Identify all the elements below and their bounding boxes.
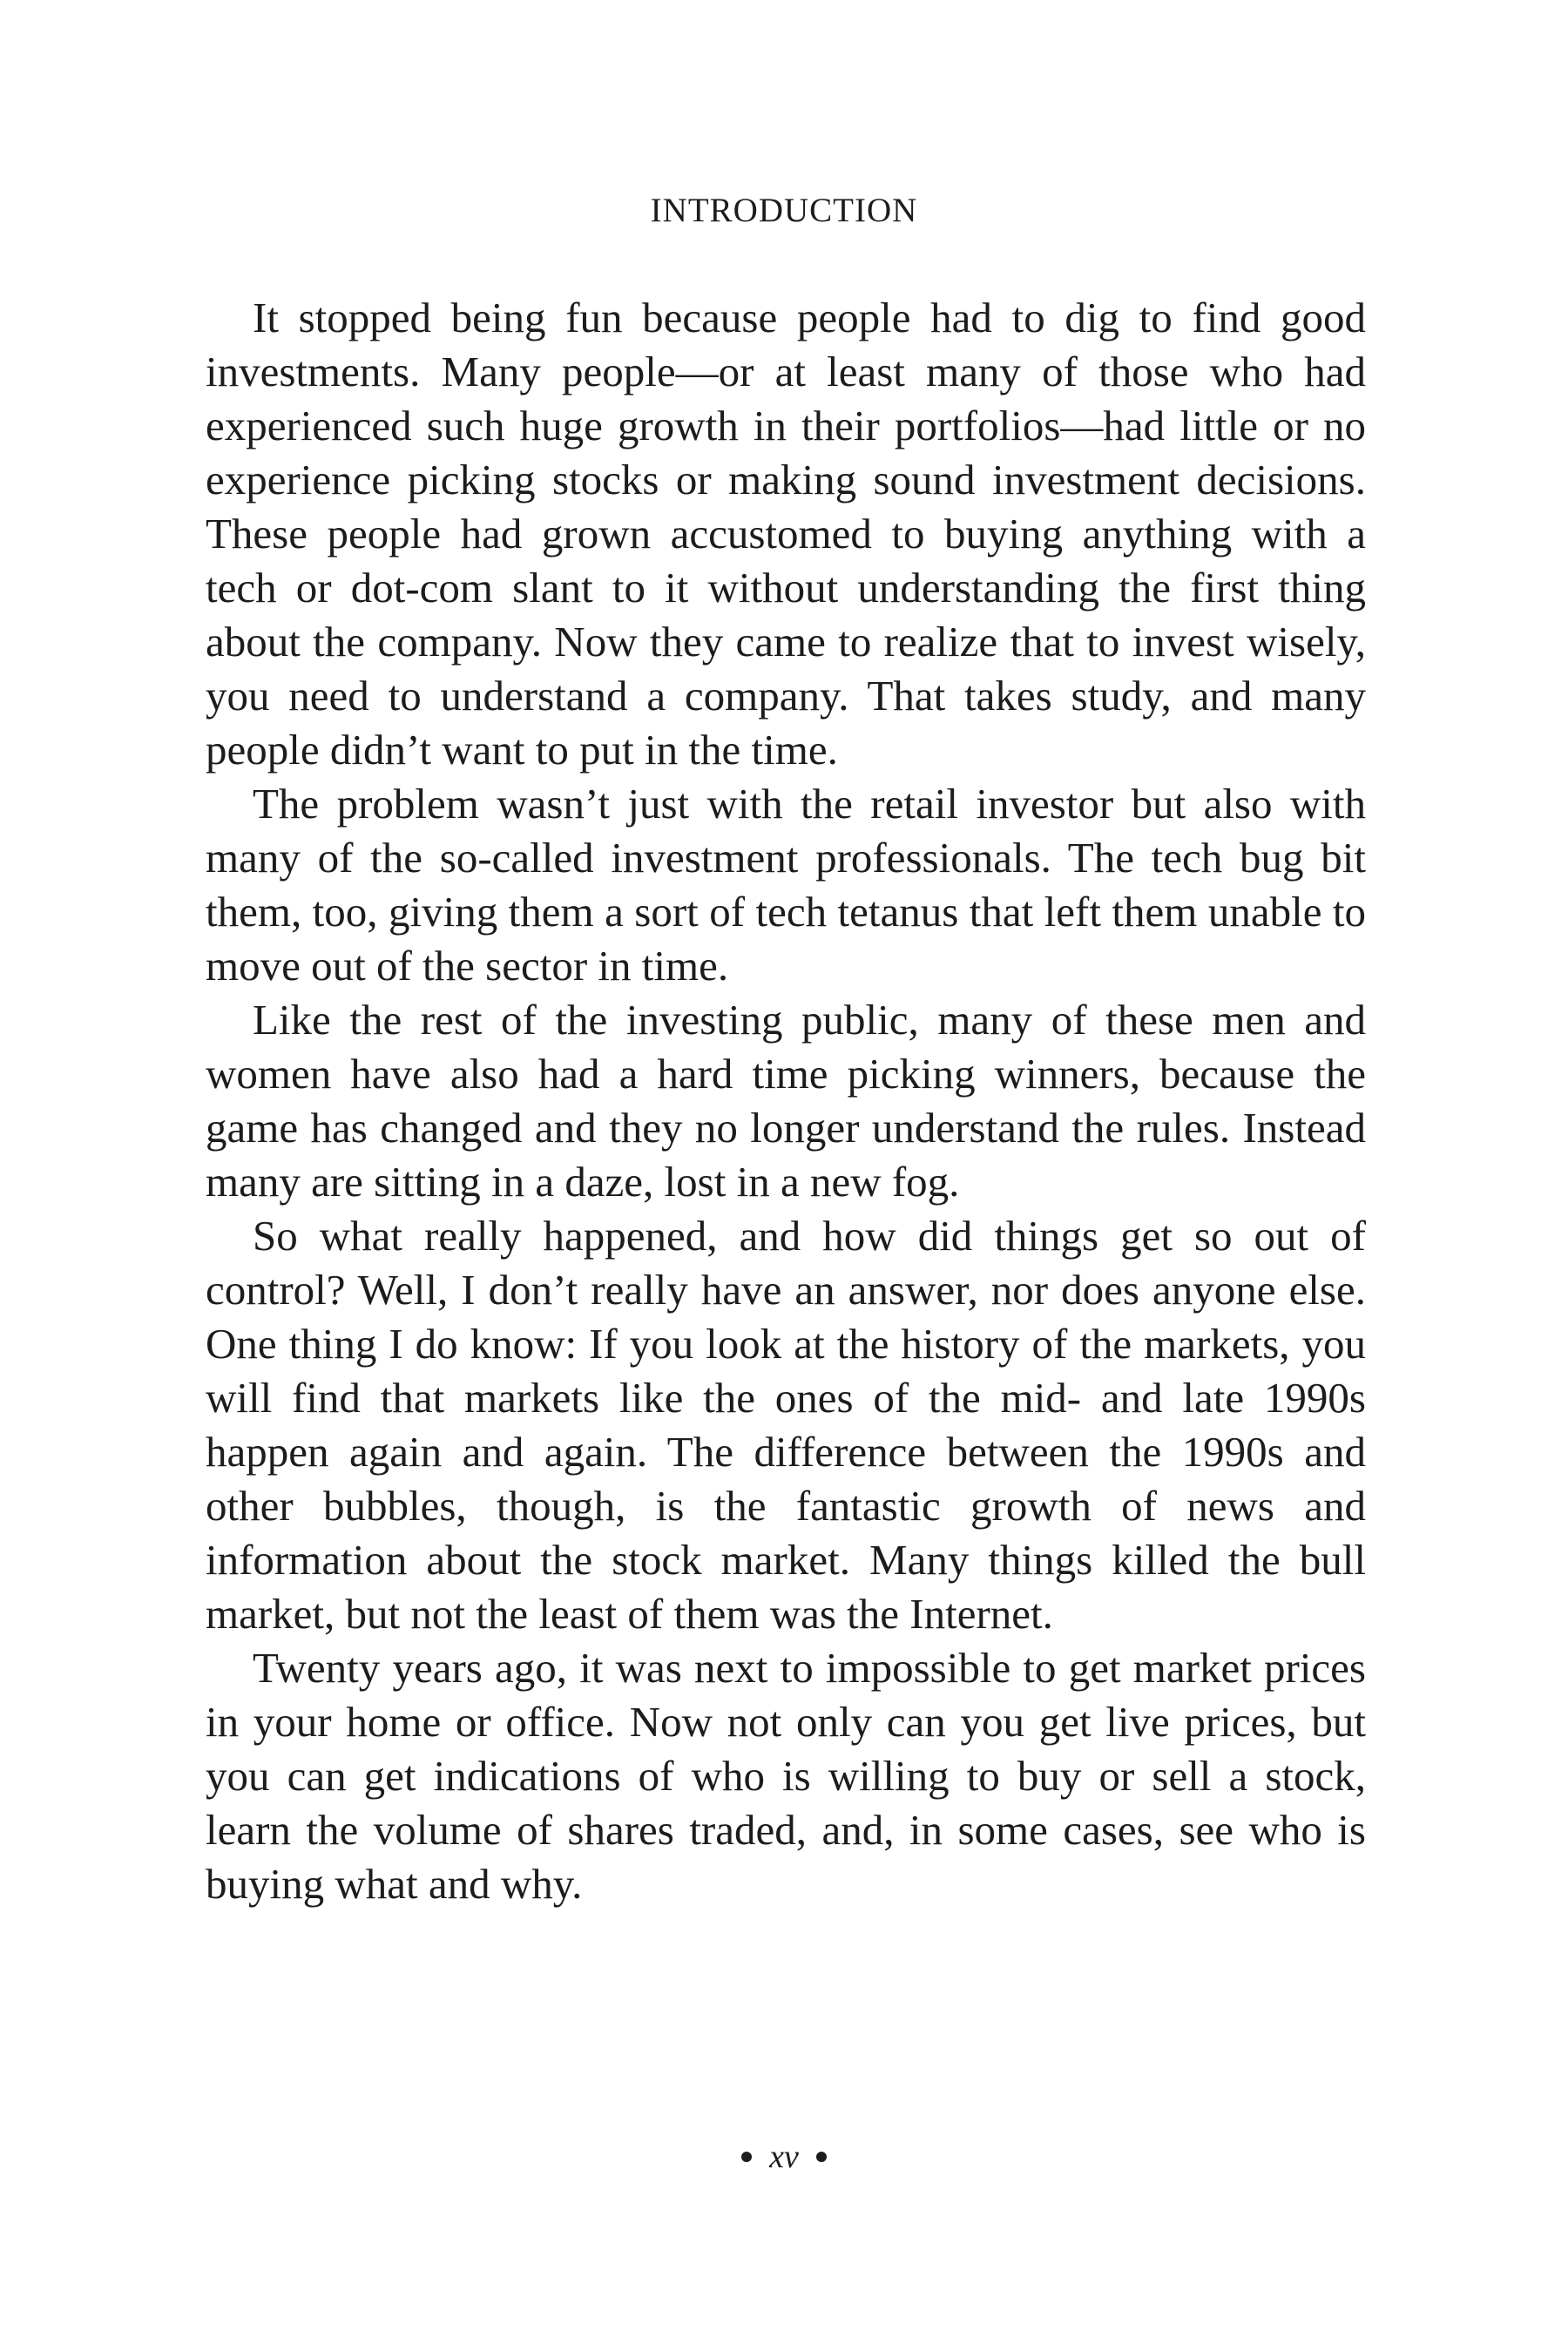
bullet-icon (816, 2152, 827, 2162)
running-head: INTRODUCTION (650, 192, 918, 229)
paragraph: Like the rest of the investing public, many of these men and women have also had a hard time picking winners, because the game has changed and they no longer understand the rules. Instead many are sitting in a daze, lost in a new fog. (206, 996, 1366, 1206)
paragraph: So what really happened, and how did things get so out of control? Well, I don’t really have an answer, nor does anyone else. One thing I do know: If you look at the history of the markets, you will find that markets like the ones of the mid- and late 1990s happen again and again. The difference between the 1990s and other bubbles, though, is the fantastic growth of news and information about the stock market. Many things killed the bull market, but not the least of them was the Internet. (206, 1212, 1366, 1638)
body-text (206, 291, 1366, 1911)
paragraph: Twenty years ago, it was next to impossible to get market prices in your home or office. Now not only can you get live prices, but you can get indications of who is willing to buy or sell a stock, learn the volume of shares traded, and, in some cases, see who is buying what and why. (206, 1644, 1366, 1908)
bullet-icon (741, 2152, 752, 2162)
page-number-text: xv (769, 2139, 799, 2175)
paragraph: It stopped being fun because people had to dig to find good investments. Many people—or at least many of those who had experienced such huge growth in their portfolios—had little or no experience picking stocks or making sound investment decisions. These people had grown accustomed to buying anything with a tech or dot-com slant to it without understanding the first thing about the company. Now they came to realize that to invest wisely, you need to understand a company. That takes study, and many people didn’t want to put in the time. (206, 294, 1366, 774)
page-number (0, 2137, 1568, 2177)
paragraph: The problem wasn’t just with the retail investor but also with many of the so-called investment professionals. The tech bug bit them, too, giving them a sort of tech tetanus that left them unable to move out of the sector in time. (206, 780, 1366, 990)
